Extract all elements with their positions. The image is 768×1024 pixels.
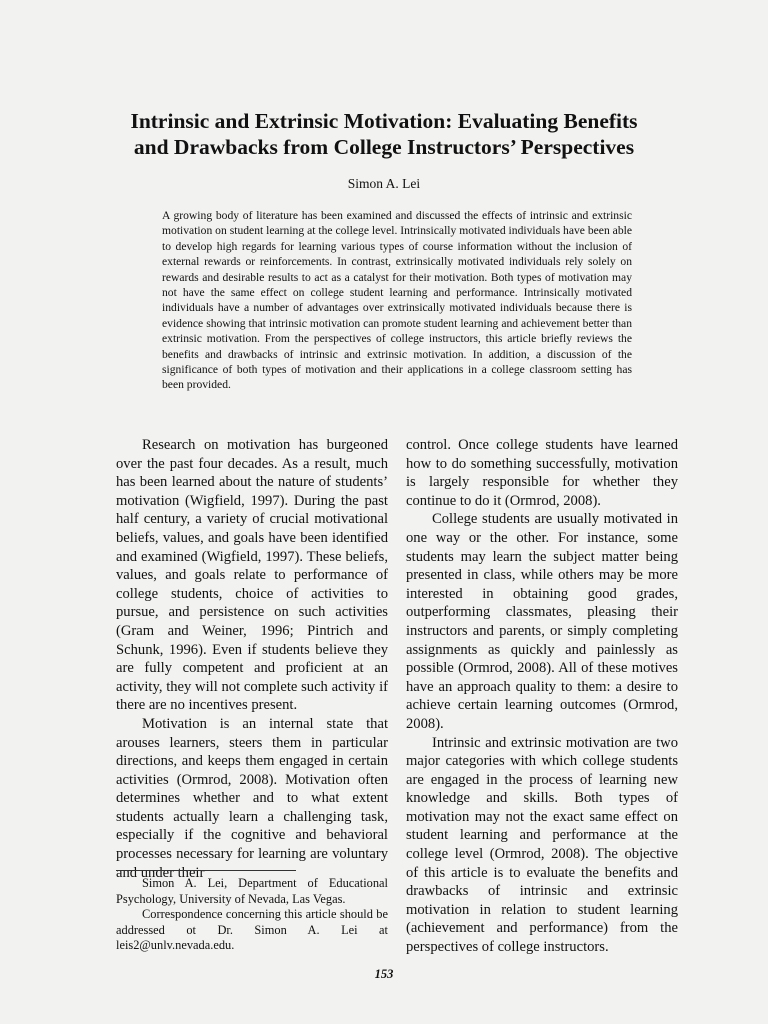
author-name: Simon A. Lei <box>347 176 421 191</box>
paragraph: control. Once college students have learned how to do something successfully, motivation is largely responsible for whether they continue to do it (Ormrod, 2008). <box>406 437 678 509</box>
footnote-correspondence: Correspondence concerning this article should be addressed ot Dr. Simon A. Lei at leis2@unlv.nevada.edu. <box>116 907 388 953</box>
footnote <box>116 876 388 954</box>
paragraph: College students are usually motivated in one way or the other. For instance, some students may learn the subject matter being presented in class, while others may be more interested in obtaining good grades, outperforming classmates, pleasing their instructors and parents, or simply completing assignments as quickly and painlessly as possible (Ormrod, 2008). All of these motives have an approach quality to them: a desire to achieve certain learning outcomes (Ormrod, 2008). <box>406 511 678 732</box>
paragraph: Research on motivation has burgeoned over the past four decades. As a result, much has been learned about the nature of students’ motivation (Wigfield, 1997). During the past half century, a variety of crucial motivational beliefs, values, and goals have been identified and examined (Wigfield, 1997). These beliefs, values, and goals relate to performance of college students, choice of activities to pursue, and persistence on such activities (Gram and Weiner, 1996; Pintrich and Schunk, 1996). Even if students believe they are fully competent and proficient at an activity, they will not complete such activity if there are no incentives present. <box>116 437 388 714</box>
footnote-divider <box>116 870 296 871</box>
title-line-2: and Drawbacks from College Instructors’ Perspectives <box>133 135 635 159</box>
paragraph: Motivation is an internal state that arouses learners, steers them in particular directions, and keeps them engaged in certain activities (Ormrod, 2008). Motivation often determines whether and to what extent students actually learn a challenging task, especially if the cognitive and behavioral processes necessary for learning are voluntary and under their <box>116 715 388 881</box>
footnote-affiliation: Simon A. Lei, Department of Educational Psychology, University of Nevada, Las Vegas. <box>116 876 388 906</box>
title-line-1: Intrinsic and Extrinsic Motivation: Evaluating Benefits <box>130 109 638 133</box>
page-number: 153 <box>374 967 394 981</box>
abstract: A growing body of literature has been examined and discussed the effects of intrinsic and extrinsic motivation on student learning at the college level. Intrinsically motivated individuals have been able to develop high regards for learning various types of course information without the inclusion of external rewards or reinforcements. In contrast, extrinsically motivated individuals rely solely on rewards and desirable results to act as a catalyst for their motivation. Both types of motivation may not have the same effect on college student learning and performance. Intrinsically motivated individuals have a number of advantages over extrinsically motivated individuals because there is evidence showing that intrinsic motivation can promote student learning and achievement better than extrinsic motivation. From the perspectives of college instructors, this article briefly reviews the benefits and drawbacks of intrinsic and extrinsic motivation. In addition, a discussion of the significance of both types of motivation and their applications in a college classroom setting has been provided. <box>162 209 632 392</box>
article-title <box>100 108 668 160</box>
right-column <box>406 436 678 957</box>
left-column <box>116 436 388 882</box>
paragraph: Intrinsic and extrinsic motivation are two major categories with which college students are engaged in the process of learning new knowledge and skills. Both types of motivation may not the exact same effect on student learning and performance at the college level (Ormrod, 2008). The objective of this article is to evaluate the benefits and drawbacks of intrinsic and extrinsic motivation in relation to student learning (achievement and performance) from the perspectives of college instructors. <box>406 734 678 956</box>
